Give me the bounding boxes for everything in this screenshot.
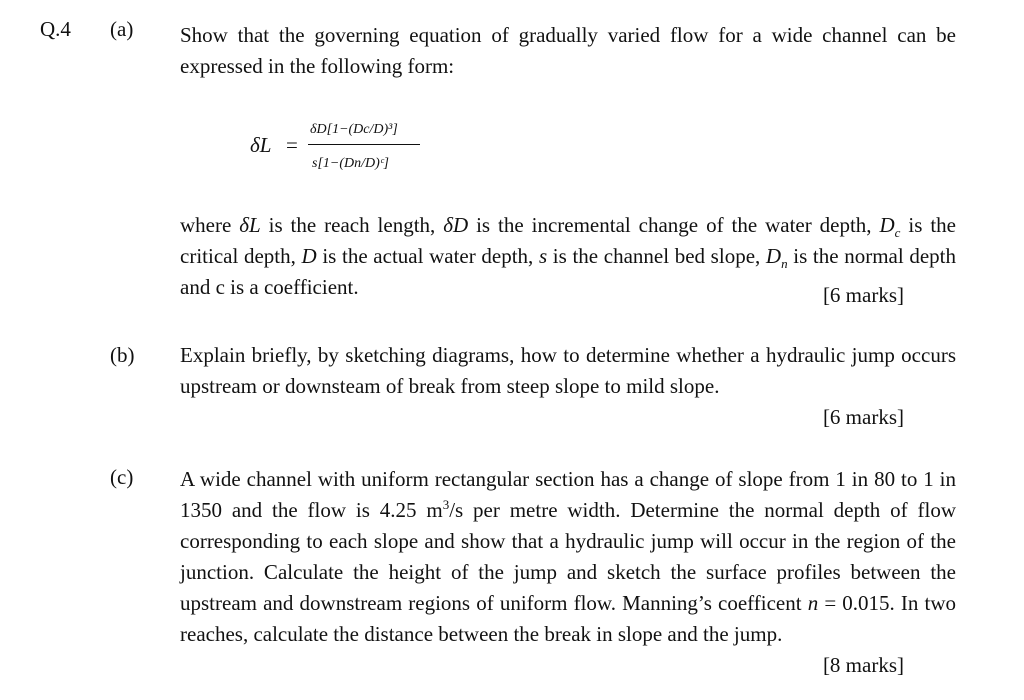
fraction-bar <box>308 144 420 145</box>
part-c-text-3: = 0.015. In two reaches, calculate the distance between the break in slope and the jump. <box>180 591 956 646</box>
part-c-marks: [8 marks] <box>822 653 904 677</box>
def-text: is the incremental change of the water depth, <box>468 213 880 237</box>
def-text: where <box>180 213 240 237</box>
def-symbol-dd: δD <box>443 213 469 237</box>
manning-n-symbol: n <box>807 591 819 615</box>
part-b-label: (b) <box>110 343 135 367</box>
part-c-text-2: /s per metre width. Determine the normal depth of flow corresponding to each slope and show that a hydraulic jump will occur in the region of the junction. Calculate the height of the jump and sketch the surface profiles between the upstream and downstream regions of uniform flow. Manning’s coefficent <box>180 498 956 615</box>
def-symbol-dc: D <box>879 213 895 237</box>
def-text: is the actual water depth, <box>316 244 539 268</box>
def-symbol-d: D <box>301 244 317 268</box>
equation-equals: = <box>286 133 298 157</box>
def-text: is the channel bed slope, <box>547 244 766 268</box>
equation-denominator: s[1−(Dn/D)ᶜ] <box>312 156 389 171</box>
part-c-text-1: A wide channel with uniform rectangular section has a change of slope from 1 in 80 to 1 in 1350 and the flow is 4.25 m <box>180 467 956 522</box>
part-a-marks: [6 marks] <box>822 283 904 307</box>
def-symbol-s: s <box>538 244 548 268</box>
def-subscript-n: n <box>781 256 788 272</box>
def-symbol-dl: δL <box>239 213 261 237</box>
def-subscript-c: c <box>894 225 901 241</box>
gvf-equation <box>250 110 450 190</box>
equation-lhs: δL <box>250 133 272 157</box>
part-c-text <box>180 464 956 650</box>
def-symbol-dn: D <box>765 244 782 268</box>
def-text: is the normal depth and c is a coefficient. <box>180 244 957 299</box>
equation-numerator: δD[1−(Dc/D)³] <box>310 122 398 137</box>
question-number: Q.4 <box>40 17 71 41</box>
def-text: is the critical depth, <box>180 213 956 268</box>
def-text: is the reach length, <box>260 213 444 237</box>
part-b-text: Explain briefly, by sketching diagrams, how to determine whether a hydraulic jump occurs upstream or downsteam of break from steep slope to mild slope. <box>180 343 956 398</box>
part-a-label: (a) <box>110 17 134 41</box>
cubic-superscript: 3 <box>442 497 450 512</box>
part-a-intro: Show that the governing equation of gradually varied flow for a wide channel can be expressed in the following form: <box>180 23 956 78</box>
part-b-marks: [6 marks] <box>822 405 904 429</box>
part-c-label: (c) <box>110 465 134 489</box>
